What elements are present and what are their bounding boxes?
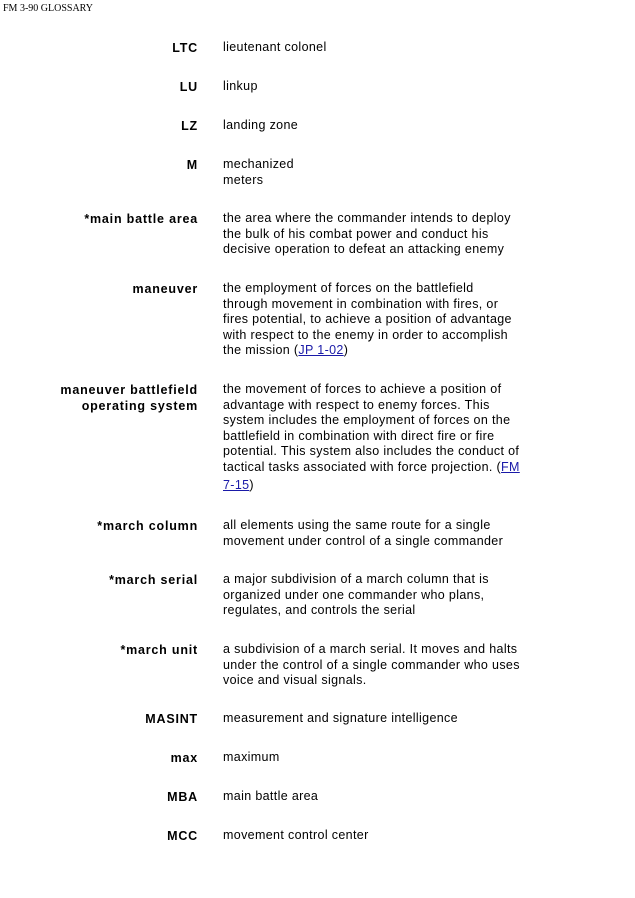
definition-line xyxy=(223,711,568,727)
definition-line xyxy=(223,79,568,95)
glossary-term xyxy=(167,789,198,805)
glossary-term-line: MCC xyxy=(167,829,198,843)
glossary-definition xyxy=(223,750,568,766)
definition-text: main battle area xyxy=(223,789,319,803)
definition-text: a major subdivision of a march column that is xyxy=(223,572,489,586)
definition-line xyxy=(223,603,568,619)
definition-line xyxy=(223,157,568,173)
glossary-term-line: LZ xyxy=(181,119,198,133)
definition-line xyxy=(223,444,568,460)
definition-text: movement under control of a single commander xyxy=(223,533,504,548)
definition-text: movement control center xyxy=(223,828,369,842)
glossary-term-line: max xyxy=(170,751,198,765)
glossary-term xyxy=(181,118,198,134)
definition-text: the movement of forces to achieve a position of xyxy=(223,382,502,396)
definition-line xyxy=(223,572,568,588)
page-header: FM 3-90 GLOSSARY xyxy=(3,3,94,14)
glossary-definition xyxy=(223,157,568,188)
definition-text: the mission ( xyxy=(223,343,299,358)
glossary-term xyxy=(60,382,198,414)
definition-line xyxy=(223,281,568,297)
glossary-definition xyxy=(223,118,568,134)
definition-line xyxy=(223,828,568,844)
definition-text: regulates, and controls the serial xyxy=(223,603,416,618)
glossary-term xyxy=(167,828,198,844)
glossary-term-line: *march column xyxy=(97,519,198,533)
glossary-definition xyxy=(223,711,568,727)
definition-line xyxy=(223,642,568,658)
definition-text: potential. This system also includes the conduct of xyxy=(223,444,520,459)
definition-text: all elements using the same route for a single xyxy=(223,518,491,532)
reference-link[interactable]: JP 1-02 xyxy=(298,343,344,358)
glossary-term-line: operating system xyxy=(81,399,198,413)
glossary-term xyxy=(97,518,198,534)
glossary-term-line: maneuver battlefield xyxy=(60,383,198,397)
definition-line xyxy=(223,118,568,134)
definition-line xyxy=(223,211,568,227)
definition-text: under the control of a single commander who uses xyxy=(223,657,520,672)
definition-line xyxy=(223,518,568,534)
definition-line xyxy=(223,460,568,476)
definition-line xyxy=(223,658,568,674)
definition-text: landing zone xyxy=(223,118,299,132)
definition-text: fires potential, to achieve a position of advantage xyxy=(223,312,512,327)
definition-line xyxy=(223,429,568,445)
definition-text: the bulk of his combat power and conduct his xyxy=(223,226,489,241)
definition-line xyxy=(223,312,568,328)
glossary-term-line: LTC xyxy=(172,41,198,55)
definition-line xyxy=(223,534,568,550)
definition-line xyxy=(223,382,568,398)
definition-text: measurement and signature intelligence xyxy=(223,711,458,725)
glossary-term xyxy=(180,79,198,95)
glossary-term xyxy=(187,157,198,173)
definition-text: battlefield in combination with direct fire or fire xyxy=(223,428,495,443)
glossary-term-line: M xyxy=(186,158,198,172)
reference-link[interactable]: FM xyxy=(501,459,520,474)
definition-text: linkup xyxy=(223,79,258,93)
definition-text: decisive operation to defeat an attacking enemy xyxy=(223,242,505,257)
definition-text: the area where the commander intends to deploy xyxy=(223,211,511,225)
definition-line xyxy=(223,297,568,313)
definition-text: meters xyxy=(223,172,264,187)
glossary-term-line: *march serial xyxy=(109,573,198,587)
definition-text: system includes the employment of forces on the xyxy=(223,413,511,428)
definition-text: tactical tasks associated with force projection. ( xyxy=(223,459,502,474)
glossary-term xyxy=(172,40,198,56)
definition-line xyxy=(223,343,568,359)
definition-text: maximum xyxy=(223,750,280,764)
glossary-definition xyxy=(223,789,568,805)
glossary-term xyxy=(145,711,198,727)
glossary-term-line: LU xyxy=(179,80,198,94)
definition-line xyxy=(223,328,568,344)
glossary-definition xyxy=(223,518,568,549)
definition-text: through movement in combination with fires, or xyxy=(223,296,499,311)
definition-text: ) xyxy=(343,343,349,358)
glossary-term-line: MASINT xyxy=(145,712,198,726)
definition-line xyxy=(223,789,568,805)
definition-line xyxy=(223,478,568,494)
definition-line xyxy=(223,227,568,243)
definition-text: voice and visual signals. xyxy=(223,673,367,688)
definition-text: mechanized xyxy=(223,157,294,171)
definition-line xyxy=(223,398,568,414)
glossary-definition xyxy=(223,79,568,95)
definition-line xyxy=(223,750,568,766)
reference-link[interactable]: 7-15 xyxy=(223,477,250,492)
definition-line xyxy=(223,173,568,189)
definition-line xyxy=(223,673,568,689)
glossary-definition xyxy=(223,828,568,844)
glossary-definition xyxy=(223,382,568,494)
definition-line xyxy=(223,588,568,604)
definition-line xyxy=(223,242,568,258)
glossary-term xyxy=(171,750,198,766)
definition-text: with respect to the enemy in order to accomplish xyxy=(223,327,508,342)
glossary-definition xyxy=(223,40,568,56)
definition-text: a subdivision of a march serial. It moves and halts xyxy=(223,642,518,656)
glossary-term-line: *march unit xyxy=(120,643,198,657)
glossary-term-line: maneuver xyxy=(132,282,198,296)
glossary-definition xyxy=(223,572,568,619)
glossary-definition xyxy=(223,211,568,258)
definition-text: lieutenant colonel xyxy=(223,40,327,54)
definition-text: the employment of forces on the battlefield xyxy=(223,281,474,295)
definition-text: ) xyxy=(249,477,254,492)
definition-line xyxy=(223,413,568,429)
glossary-term xyxy=(120,642,198,658)
glossary-term xyxy=(84,211,198,227)
glossary-term-line: *main battle area xyxy=(84,212,198,226)
glossary-term-line: MBA xyxy=(167,790,198,804)
definition-text: advantage with respect to enemy forces. This xyxy=(223,397,490,412)
definition-text: organized under one commander who plans, xyxy=(223,587,485,602)
glossary-term xyxy=(109,572,198,588)
definition-line xyxy=(223,40,568,56)
glossary-definition xyxy=(223,642,568,689)
glossary-term xyxy=(133,281,198,297)
glossary-definition xyxy=(223,281,568,359)
